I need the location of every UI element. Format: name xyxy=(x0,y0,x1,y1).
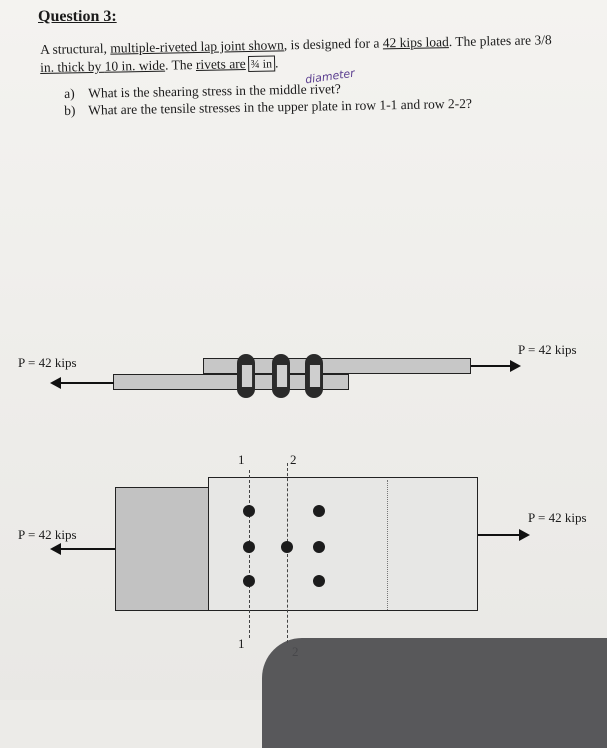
text-fragment: rivets are xyxy=(195,56,246,73)
load-arrow-right-side-view xyxy=(471,365,511,367)
text-fragment: 42 kips load xyxy=(382,34,449,51)
load-label-left-side-view: P = 42 kips xyxy=(18,355,77,370)
rivet-plan-r1c1 xyxy=(243,505,255,517)
question-heading: Question 3: xyxy=(38,8,117,25)
load-arrow-left-side-view xyxy=(60,382,114,384)
centerline-dotted xyxy=(387,480,388,610)
section-line-1-1 xyxy=(249,470,250,638)
text-fragment: . The plates are 3/8 xyxy=(448,32,552,50)
question-text: What is the shearing stress in the middle rivet? xyxy=(87,81,341,101)
load-label-right-plan-view: P = 42 kips xyxy=(528,510,587,525)
text-fragment: A structural, xyxy=(40,40,111,57)
load-label-right-side-view: P = 42 kips xyxy=(518,342,577,357)
rivet-diameter-box: ¾ in xyxy=(248,55,276,72)
question-tag: b) xyxy=(64,102,76,118)
question-text: What are the tensile stresses in the upper plate in row 1-1 and row 2-2? xyxy=(87,95,473,118)
text-fragment: 10 in. wide xyxy=(104,57,166,74)
problem-statement-line-2 xyxy=(40,55,279,76)
text-fragment: , is designed for a xyxy=(283,35,383,53)
text-fragment: . The xyxy=(164,57,197,73)
rivet-shank-3 xyxy=(309,365,321,387)
section-label-1-bottom: 1 xyxy=(238,636,245,651)
text-fragment: multiple-riveted lap joint shown xyxy=(110,37,284,56)
problem-statement-line-1 xyxy=(40,32,552,58)
rivet-plan-r3c1 xyxy=(243,575,255,587)
lower-plate-plan-view xyxy=(115,487,211,611)
finger-shadow xyxy=(262,638,607,748)
rivet-plan-r2c3 xyxy=(313,541,325,553)
rivet-plan-r2c1 xyxy=(243,541,255,553)
rivet-shank-1 xyxy=(241,365,253,387)
rivet-plan-middle xyxy=(281,541,293,553)
section-line-2-2 xyxy=(287,463,288,643)
rivet-plan-r1c3 xyxy=(313,505,325,517)
text-fragment: . xyxy=(274,55,279,71)
handwritten-annotation: diameter xyxy=(304,66,356,87)
text-fragment: in. thick by xyxy=(40,58,105,75)
rivet-plan-r3c3 xyxy=(313,575,325,587)
rivet-shank-2 xyxy=(276,365,288,387)
load-arrow-right-plan-view xyxy=(478,534,520,536)
section-label-2-top: 2 xyxy=(290,452,297,467)
question-tag: a) xyxy=(64,85,75,101)
load-arrow-left-plan-view xyxy=(60,548,115,550)
section-label-1-top: 1 xyxy=(238,452,245,467)
load-label-left-plan-view: P = 42 kips xyxy=(18,527,77,542)
